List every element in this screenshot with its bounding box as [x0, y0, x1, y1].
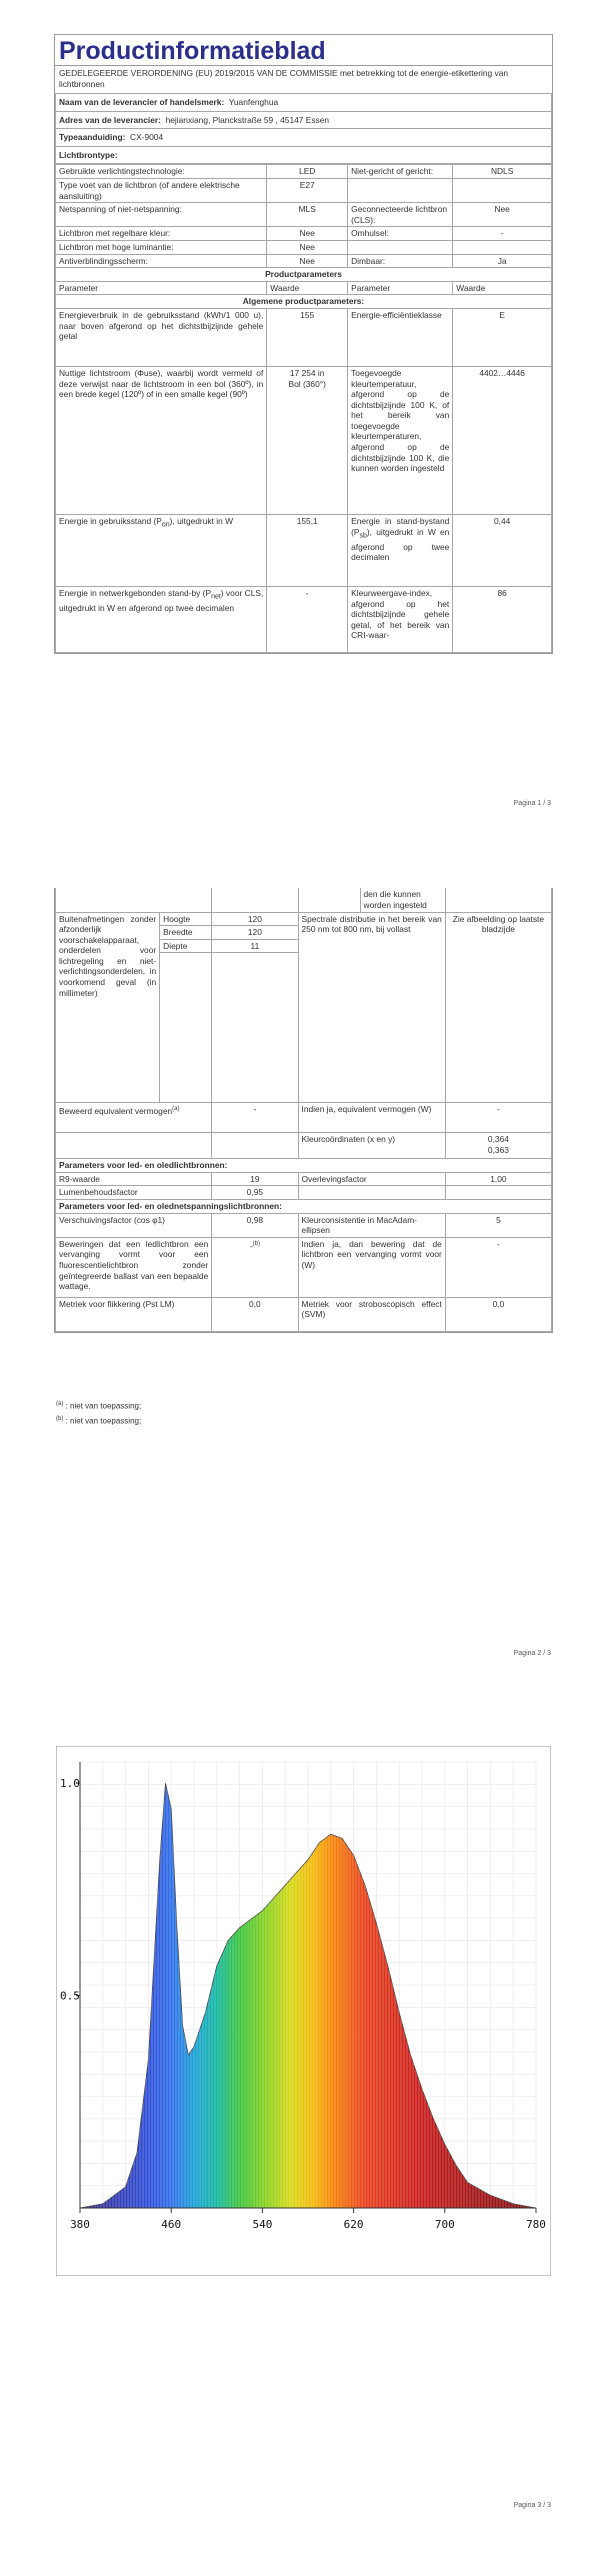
useful-flux-label: Nuttige lichtstroom (Φuse), waarbij wordt vermeld of deze verwijst naar de lichtstroom in een bol (360º), in een brede kegel (120º) of in een smalle kegel (90º) — [56, 366, 267, 514]
anti-glare-value: Nee — [267, 254, 348, 268]
displacement-factor-value: 0,98 — [212, 1213, 298, 1237]
high-luminance-label: Lichtbron met hoge luminantie: — [56, 240, 267, 254]
value-column-header-2: Waarde — [453, 281, 552, 295]
lumen-maintenance-label: Lumenbehoudsfactor — [56, 1186, 212, 1200]
page-number: Pagina 2 / 3 — [513, 1650, 551, 1657]
useful-flux-value-shape: Bol (360°) — [288, 378, 326, 389]
directional-label: Niet-gericht of gericht: — [348, 165, 453, 179]
replacement-claim-label: Beweringen dat een ledlichtbron een vervanging vormt voor een fluorescentielichtbron zonder geïntegreerde ballast van een bepaalde wattage. — [56, 1237, 212, 1297]
chromaticity-value: 0,364 0,363 — [445, 1133, 551, 1159]
mains-label: Netspanning of niet-netspanning: — [56, 203, 267, 227]
replacement-wattage-value: - — [445, 1237, 551, 1297]
cri-value: 86 — [453, 586, 552, 652]
cap-type-value: E27 — [267, 178, 348, 202]
macadam-label: Kleurconsistentie in MacAdam-ellipsen — [298, 1213, 445, 1237]
dimensions-label: Buitenafmetingen zonder afzonderlijk voorschakelapparaat, onderdelen voor lichtregeling en niet-verlichtingsonderdelen, in voorkomend geval (in millimeter) — [56, 912, 160, 1103]
dimmable-value: Ja — [453, 254, 552, 268]
lumen-maintenance-value: 0,95 — [212, 1186, 298, 1200]
survival-factor-label: Overlevingsfactor — [298, 1172, 445, 1186]
connected-label: Geconnecteerde lichtbron (CLS): — [348, 203, 453, 227]
equivalent-power-value: - — [212, 1103, 298, 1133]
flicker-value: 0,0 — [212, 1297, 298, 1331]
cap-type-label: Type voet van de lichtbron (of andere elektrische aansluiting) — [56, 178, 267, 202]
x-tick-label: 620 — [343, 2218, 364, 2231]
document-title: Productinformatieblad — [59, 37, 326, 65]
stroboscopic-value: 0,0 — [445, 1297, 551, 1331]
chromaticity-label: Kleurcoördinaten (x en y) — [298, 1133, 445, 1159]
color-tunable-value: Nee — [267, 227, 348, 241]
address-label: Adres van de leverancier: — [59, 114, 161, 125]
network-standby-value: - — [267, 586, 348, 652]
page-1 — [0, 0, 603, 820]
lighttype-label: Lichtbrontype: — [56, 146, 552, 164]
technology-value: LED — [267, 165, 348, 179]
color-temperature-value: 4402…4446 — [453, 366, 552, 514]
model-value: CX-9004 — [130, 132, 164, 143]
page-number: Pagina 1 / 3 — [513, 800, 551, 807]
energy-class-label: Energie-efficiëntieklasse — [348, 308, 453, 366]
led-parameters-heading: Parameters voor led- en oledlichtbronnen: — [56, 1159, 552, 1173]
height-label: Hoogte — [160, 912, 212, 926]
supplier-value: Yuanfenghua — [228, 97, 279, 107]
equivalent-power-label: Beweerd equivalent vermogen$^{(a)}$ — [56, 1103, 212, 1133]
address-value: hejianxiang, Planckstraße 59 , 45147 Essen — [165, 114, 330, 125]
parameter-column-header: Parameter — [56, 281, 267, 295]
r9-label: R9-waarde — [56, 1172, 212, 1186]
footnotes — [56, 1398, 141, 1427]
technology-label: Gebruikte verlichtingstechnologie: — [56, 165, 267, 179]
directional-value: NDLS — [453, 165, 552, 179]
parameter-column-header-2: Parameter — [348, 281, 453, 295]
on-mode-power-label: Energie in gebruiksstand $(P_{on})$, uitgedrukt in W — [56, 514, 267, 586]
product-sheet-table-cont — [54, 888, 553, 1333]
x-tick-label: 540 — [252, 2218, 273, 2231]
standby-power-value: 0,44 — [453, 514, 552, 586]
mains-led-parameters-heading: Parameters voor led- en olednetspanningslichtbronnen: — [56, 1200, 552, 1214]
survival-factor-value: 1,00 — [445, 1172, 551, 1186]
spectral-distribution-chart — [56, 1746, 551, 2276]
product-parameters-heading: Productparameters — [56, 268, 552, 282]
y-tick-label: 1.0 — [60, 1777, 80, 1791]
model-label: Typeaanduiding: — [59, 132, 126, 143]
spectral-distribution-value: Zie afbeelding op laatste bladzijde — [445, 912, 551, 1103]
envelope-value: - — [453, 227, 552, 241]
energy-consumption-value: 155 — [267, 308, 348, 366]
equivalent-power-yes-label: Indien ja, equivalent vermogen (W) — [298, 1103, 445, 1133]
spectral-distribution-label: Spectrale distributie in het bereik van 250 nm tot 800 nm, bij vollast — [298, 912, 445, 1103]
flicker-label: Metriek voor flikkering (Pst LM) — [56, 1297, 212, 1331]
value-column-header: Waarde — [267, 281, 348, 295]
energy-class-value: E — [453, 308, 552, 366]
page-2 — [0, 880, 603, 1680]
replacement-wattage-label: Indien ja, dan bewering dat de lichtbron een vervanging vormt voor (W) — [298, 1237, 445, 1297]
x-tick-label: 780 — [526, 2218, 546, 2231]
page-number: Pagina 3 / 3 — [513, 2502, 551, 2509]
x-tick-label: 700 — [434, 2218, 455, 2231]
stroboscopic-label: Metriek voor stroboscopisch effect (SVM) — [298, 1297, 445, 1331]
on-mode-power-value: 155,1 — [267, 514, 348, 586]
color-tunable-label: Lichtbron met regelbare kleur: — [56, 227, 267, 241]
document-subtitle: GEDELEGEERDE VERORDENING (EU) 2019/2015 VAN DE COMMISSIE met betrekking tot de energie-etikettering van lichtbronnen — [55, 65, 552, 93]
standby-power-label: Energie in stand-bystand $(P_{sb})$, uitgedrukt in W en afgerond op twee decimalen — [348, 514, 453, 586]
displacement-factor-label: Verschuivingsfactor (cos φ1) — [56, 1213, 212, 1237]
color-temperature-label: Toegevoegde kleurtemperatuur, afgerond op de dichtstbijzijnde 100 K, of het bereik van toegevoegde kleurtemperaturen, afgerond op de dichtstbijzijnde 100 K, die kunnen worden ingesteld — [348, 366, 453, 514]
product-sheet-table — [54, 34, 553, 654]
x-tick-label: 380 — [70, 2218, 90, 2231]
useful-flux-value-amount: 17 254 in — [289, 367, 325, 378]
cri-label-cont: den die kunnen worden ingesteld — [360, 888, 445, 912]
y-tick-label: 0.5 — [60, 1989, 80, 2003]
envelope-label: Omhulsel: — [348, 227, 453, 241]
equivalent-power-yes-value: - — [445, 1103, 551, 1133]
footnote-b: $^{(b)}$ : niet van toepassing; — [56, 1415, 142, 1426]
depth-value: 11 — [212, 939, 298, 953]
supplier-label: Naam van de leverancier of handelsmerk: — [59, 97, 225, 107]
high-luminance-value: Nee — [267, 240, 348, 254]
x-tick-label: 460 — [161, 2218, 182, 2231]
footnote-a: $^{(a)}$ : niet van toepassing; — [56, 1401, 142, 1411]
dimmable-label: Dimbaar: — [348, 254, 453, 268]
macadam-value: 5 — [445, 1213, 551, 1237]
cri-label: Kleurweergave-index, afgerond op het dichtstbijzijnde gehele getal, of het bereik van CRI-waar- — [348, 586, 453, 652]
page-3 — [0, 1720, 603, 2560]
width-label: Breedte — [160, 926, 212, 940]
network-standby-label: Energie in netwerkgebonden stand-by $(P_{net})$ voor CLS, uitgedrukt in W en afgerond op twee decimalen — [56, 586, 267, 652]
replacement-claim-value: -$^{(b)}$ — [212, 1237, 298, 1297]
connected-value: Nee — [453, 203, 552, 227]
width-value: 120 — [212, 926, 298, 940]
depth-label: Diepte — [160, 939, 212, 953]
general-parameters-heading: Algemene productparameters: — [56, 295, 552, 309]
height-value: 120 — [212, 912, 298, 926]
anti-glare-label: Antiverblindingsscherm: — [56, 254, 267, 268]
mains-value: MLS — [267, 203, 348, 227]
r9-value: 19 — [212, 1172, 298, 1186]
energy-consumption-label: Energieverbruik in de gebruiksstand (kWh/1 000 u), naar boven afgerond op het dichtstbijzijnde gehele getal — [56, 308, 267, 366]
useful-flux-value — [267, 366, 348, 514]
